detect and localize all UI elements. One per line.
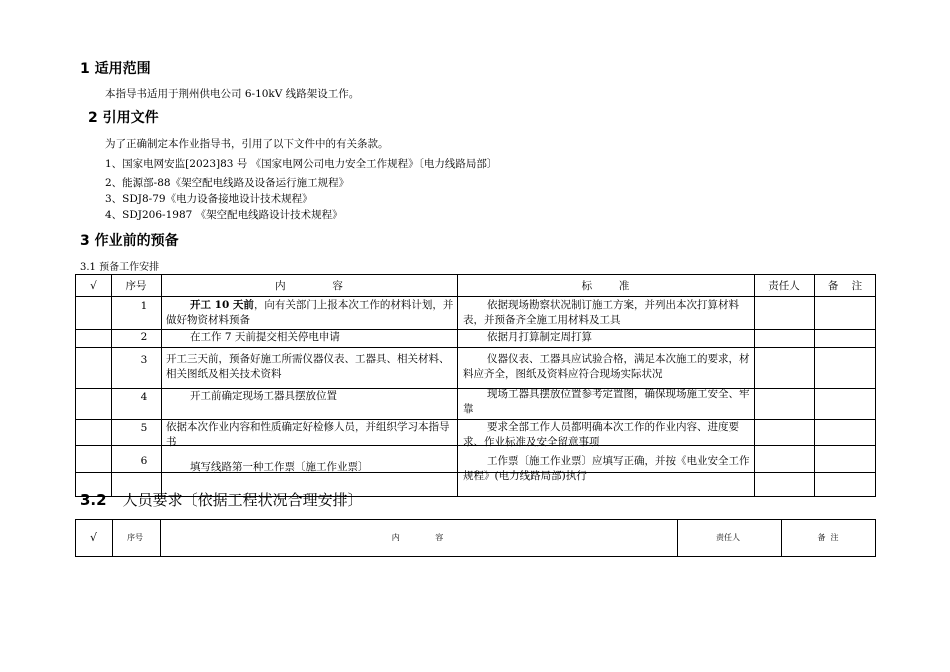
header-content: 内 容 — [391, 533, 444, 542]
header-remark: 备 注 — [817, 533, 839, 542]
header-seq: 序号 — [125, 280, 147, 292]
header-owner: 责任人 — [768, 280, 800, 292]
row-seq: 3 — [140, 354, 148, 366]
section1-body: 本指导书适用于荆州供电公司 6-10kV 线路架设工作。 — [105, 88, 360, 100]
section1-heading: 1 适用范围 — [80, 61, 151, 77]
section2-intro: 为了正确制定本作业指导书，引用了以下文件中的有关条款。 — [105, 138, 389, 150]
row-content-emphasis: 开工 10 天前 — [190, 299, 254, 311]
row-content: 依据本次作业内容和性质确定好检修人员，并组织学习本指导书 — [166, 421, 450, 448]
row-content: 开工前确定现场工器具摆放位置 — [190, 390, 337, 402]
row-content — [166, 298, 456, 328]
row-content: 开工三天前，预备好施工所需仪器仪表、工器具、相关材料、相关图纸及相关技术资料 — [166, 353, 450, 380]
section2-heading: 2 引用文件 — [88, 110, 159, 126]
row-content-text: ，向有关部门上报本次工作的材料计划，并做好物资材料预备 — [166, 299, 454, 326]
section3-heading: 3 作业前的预备 — [80, 233, 179, 249]
row-standard: 要求全部工作人员都明确本次工作的作业内容、进度要求、作业标准及安全留意事项 — [463, 421, 739, 448]
row-standard: 仪器仪表、工器具应试验合格，满足本次施工的要求，材料应齐全，图纸及资料应符合现场实际状况 — [463, 353, 750, 380]
row-standard: 工作票〔施工作业票〕应填写正确，并按《电业安全工作规程》(电力线路局部)执行 — [463, 455, 750, 482]
row-seq: 5 — [140, 422, 148, 434]
header-content: 内 容 — [275, 280, 343, 292]
row-seq: 1 — [140, 300, 148, 312]
subsection-3-2-heading — [80, 489, 363, 510]
header-seq: 序号 — [127, 533, 143, 542]
reference-item: 1、国家电网安监[2023]83 号 《国家电网公司电力安全工作规程》〔电力线路局部〕 — [105, 158, 498, 170]
header-check: √ — [89, 531, 97, 544]
row-seq: 6 — [140, 455, 148, 467]
reference-item: 3、SDJ8-79《电力设备接地设计技术规程》 — [105, 193, 313, 205]
row-content: 在工作 7 天前提交相关停电申请 — [190, 331, 340, 343]
row-standard: 现场工器具摆放位置参考定置图，确保现场施工安全、牢靠 — [463, 388, 750, 415]
header-check: √ — [90, 280, 97, 292]
subsection-3-2-number: 3.2 — [80, 491, 107, 509]
row-standard: 依据月打算制定周打算 — [487, 331, 592, 343]
reference-item: 4、SDJ206-1987 《架空配电线路设计技术规程》 — [105, 209, 343, 221]
header-remark: 备 注 — [827, 280, 863, 292]
header-owner: 责任人 — [716, 533, 740, 542]
header-standard: 标 准 — [581, 280, 630, 292]
row-seq: 4 — [140, 391, 148, 403]
row-seq: 2 — [140, 331, 148, 343]
row-content: 填写线路第一种工作票〔施工作业票〕 — [190, 461, 369, 473]
subsection-3-2-title: 人员要求〔依据工程状况合理安排〕 — [122, 491, 363, 509]
row-standard: 依据现场勘察状况制订施工方案，并列出本次打算材料表，并预备齐全施工用材料及工具 — [463, 299, 739, 326]
reference-item: 2、能源部-88《架空配电线路及设备运行施工规程》 — [105, 177, 350, 189]
subsection-3-1-label: 3.1 预备工作安排 — [80, 262, 160, 273]
